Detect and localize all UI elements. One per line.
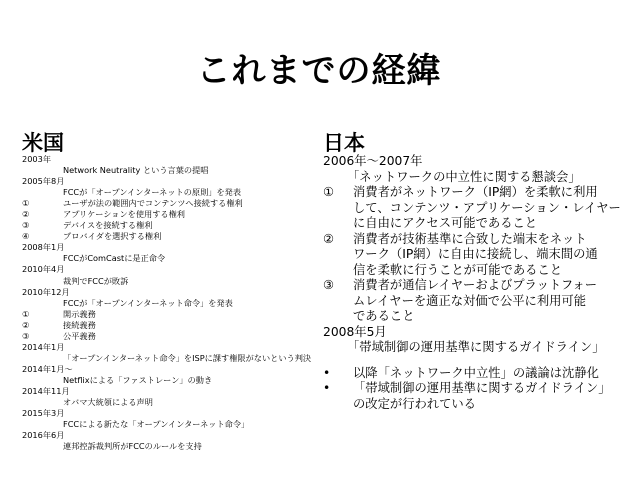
bullet-item [323,366,623,382]
obligation-desc: 開示義務 [63,308,96,319]
principle-item [323,278,623,325]
bullet-icon: • [323,365,331,380]
spacer [323,356,623,366]
us-entry [22,386,322,408]
us-obligation [22,309,322,320]
entry-desc: Netflixによる「ファストレーン」の動き [63,374,213,385]
us-obligation [22,331,322,342]
obligation-desc: 接続義務 [63,319,96,330]
principle-desc: デバイスを接続する権利 [63,220,153,231]
principle-desc: ユーザが法の範囲内でコンテンツへ接続する権利 [63,198,243,209]
principle-item [323,232,623,279]
us-obligation [22,320,322,331]
bullet-item [323,381,623,412]
entry-desc: 連邦控訴裁判所がFCCのルールを支持 [63,441,202,452]
obligation-desc: 公平義務 [63,330,96,341]
item-number: ③ [323,278,335,292]
us-entry [22,430,322,452]
entry-date: 2008年1月 [22,242,65,253]
entry-desc: 裁判でFCCが敗訴 [63,275,129,286]
period-date: 2008年5月 [323,324,387,339]
obligation-number: ① [22,308,30,319]
us-principle [22,209,322,220]
us-principle [22,220,322,231]
principle-item [323,185,623,232]
entry-desc: Network Neutrality という言葉の提唱 [63,165,209,176]
item-text: 消費者が技術基準に合致した端末をネット ワーク（IP網）に自由に接続し、端末間の通 信を柔軟に行うことが可能であること [353,231,598,277]
item-number: ① [323,185,335,199]
principle-desc: プロバイダを選択する権利 [63,231,162,242]
us-entry [22,287,322,309]
us-entry [22,264,322,286]
period-desc: 「ネットワークの中立性に関する懇談会」 [347,169,581,184]
principle-desc: アプリケーションを使用する権利 [63,209,185,220]
entry-date: 2014年11月 [22,385,70,396]
bullet-text: 「帯域制御の運用基準に関するガイドライン」 の改定が行われている [353,381,611,411]
us-entry [22,154,322,176]
entry-desc: FCCがComCastに是正命令 [63,253,166,264]
principle-number: ③ [22,220,30,231]
entry-date: 2015年3月 [22,408,65,419]
us-entry [22,408,322,430]
entry-date: 2014年1月 [22,341,65,352]
japan-timeline [323,154,623,412]
entry-date: 2016年6月 [22,430,65,441]
entry-date: 2010年12月 [22,286,70,297]
entry-date: 2014年1月～ [22,363,73,374]
us-timeline [22,154,322,452]
item-text: 消費者がネットワーク（IP網）を柔軟に利用 して、コンテンツ・アプリケーション・レイヤー に自由にアクセス可能であること [353,185,621,230]
entry-desc: FCCによる新たな「オープンインターネット命令」 [63,419,250,430]
entry-date: 2005年8月 [22,176,65,187]
slide-title: これまでの経緯 [196,51,442,91]
principle-number: ① [22,198,30,209]
us-principle [22,198,322,209]
principle-number: ④ [22,231,30,242]
us-entry [22,176,322,198]
entry-desc: FCCが「オープンインターネットの原則」を発表 [63,187,242,198]
period-desc: 「帯域制御の運用基準に関するガイドライン」 [347,340,605,354]
principle-number: ② [22,209,30,220]
bullet-text: 以降「ネットワーク中立性」の議論は沈静化 [353,365,599,380]
entry-date: 2010年4月 [22,264,65,275]
japan-heading: 日本 [323,131,365,155]
obligation-number: ③ [22,330,30,341]
period-date: 2006年～2007年 [323,154,423,168]
us-heading: 米国 [22,131,64,155]
us-principle [22,231,322,242]
entry-desc: FCCが「オープンインターネット命令」を発表 [63,297,233,308]
us-entry [22,342,322,364]
us-entry [22,242,322,264]
us-entry [22,364,322,386]
entry-desc: 「オープンインターネット命令」をISPに課す権限がないという判決 [63,352,312,363]
item-text: 消費者が通信レイヤーおよびプラットフォー ムレイヤーを適正な対価で公平に利用可能 であること [353,278,598,323]
entry-date: 2003年 [22,154,52,164]
obligation-number: ② [22,319,30,330]
entry-desc: オバマ大統領による声明 [63,397,153,408]
item-number: ② [323,231,335,246]
bullet-icon: • [323,381,331,395]
